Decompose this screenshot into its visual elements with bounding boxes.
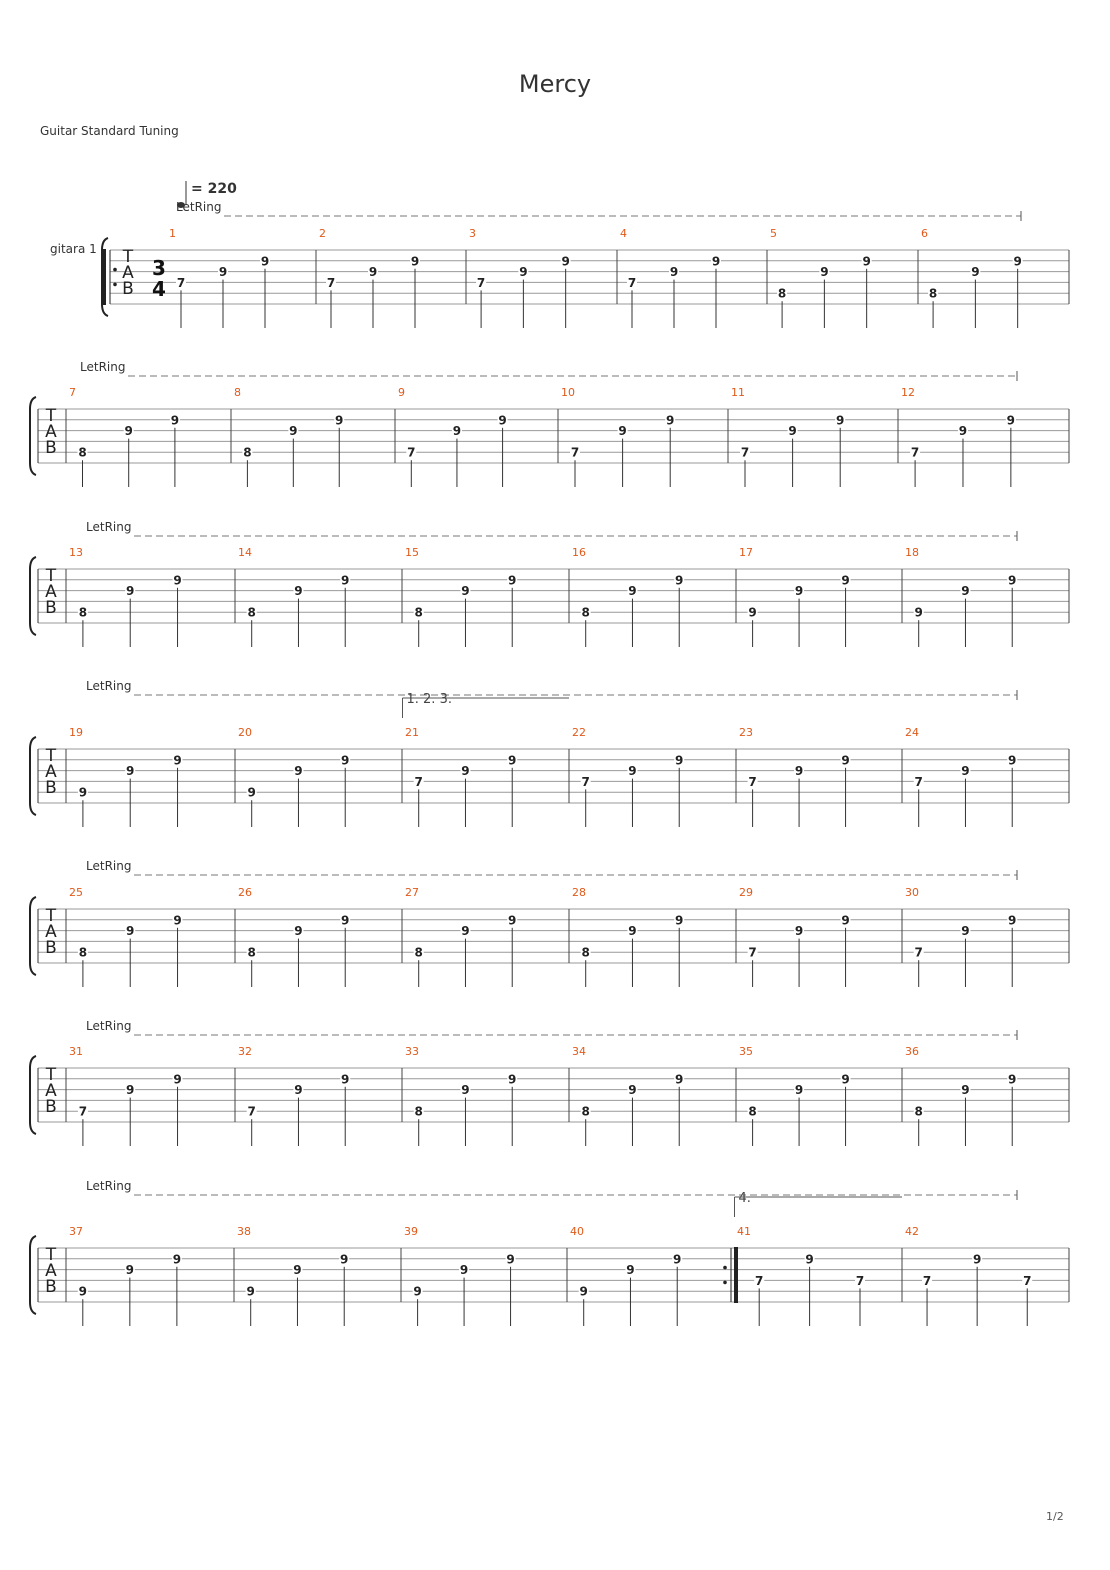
let-ring-label: LetRing <box>80 360 126 374</box>
measure-number: 27 <box>405 886 419 899</box>
fret-number: 9 <box>794 764 804 779</box>
let-ring-label: LetRing <box>176 200 222 214</box>
fret-number: 9 <box>972 1252 982 1267</box>
fret-number: 7 <box>627 275 637 290</box>
fret-number: 9 <box>626 1263 635 1278</box>
fret-number: 9 <box>748 605 757 620</box>
measure-number: 10 <box>561 386 575 399</box>
fret-number: 9 <box>126 924 135 939</box>
fret-number: 9 <box>618 424 627 439</box>
fret-number: 9 <box>675 573 684 588</box>
tab-clef-letter: T <box>45 566 57 586</box>
fret-number: 7 <box>407 445 416 460</box>
fret-number: 8 <box>914 1104 923 1119</box>
tab-clef-letter: B <box>45 1277 57 1297</box>
system-brace <box>30 897 36 975</box>
fret-number: 9 <box>410 254 420 269</box>
fret-number: 9 <box>628 1083 637 1098</box>
tab-clef-letter: T <box>45 746 57 766</box>
fret-number: 9 <box>289 424 298 439</box>
fret-number: 9 <box>675 1072 684 1087</box>
fret-number: 9 <box>125 1263 135 1278</box>
measure-number: 21 <box>405 726 419 739</box>
tuning-label: Guitar Standard Tuning <box>40 124 179 138</box>
measure-number: 2 <box>319 227 326 240</box>
fret-number: 9 <box>173 753 182 768</box>
fret-number: 8 <box>243 445 252 460</box>
fret-number: 9 <box>498 413 507 428</box>
repeat-dot <box>113 268 117 272</box>
fret-number: 7 <box>740 445 750 460</box>
fret-number: 9 <box>293 1263 302 1278</box>
fret-number: 7 <box>176 275 186 290</box>
fret-number: 7 <box>748 774 757 789</box>
fret-number: 9 <box>294 1083 303 1098</box>
tab-clef-letter: A <box>45 1261 57 1281</box>
volta-label: 1. 2. 3. <box>406 692 452 707</box>
fret-number: 8 <box>414 945 423 960</box>
fret-number: 7 <box>78 1104 88 1119</box>
fret-number: 8 <box>777 286 787 301</box>
fret-number: 9 <box>805 1252 814 1267</box>
measure-number: 23 <box>739 726 753 739</box>
fret-number: 9 <box>961 924 970 939</box>
tab-clef-letter: B <box>45 438 57 458</box>
fret-number: 7 <box>755 1273 764 1288</box>
fret-number: 7 <box>570 445 580 460</box>
fret-number: 8 <box>581 1104 590 1119</box>
measure-number: 29 <box>739 886 753 899</box>
tab-clef-letter: A <box>45 582 57 602</box>
measure-number: 35 <box>739 1045 753 1058</box>
measure-number: 19 <box>69 726 83 739</box>
tab-clef-letter: T <box>45 1065 57 1085</box>
measure-number: 36 <box>905 1045 919 1058</box>
measure-number: 22 <box>572 726 586 739</box>
fret-number: 9 <box>335 413 344 428</box>
tab-clef-letter: A <box>45 922 57 942</box>
measure-number: 17 <box>739 546 753 559</box>
fret-number: 8 <box>247 945 256 960</box>
fret-number: 9 <box>914 605 923 620</box>
measure-number: 1 <box>169 227 176 240</box>
let-ring-label: LetRing <box>86 679 132 693</box>
time-signature-bottom: 4 <box>152 277 166 301</box>
fret-number: 9 <box>508 573 517 588</box>
measure-number: 34 <box>572 1045 586 1058</box>
fret-number: 9 <box>341 1072 350 1087</box>
measure-number: 41 <box>737 1225 751 1238</box>
fret-number: 9 <box>669 265 679 280</box>
measure-number: 8 <box>234 386 241 399</box>
tab-clef-letter: A <box>45 1081 57 1101</box>
fret-number: 9 <box>561 254 570 269</box>
fret-number: 8 <box>414 605 423 620</box>
measure-number: 25 <box>69 886 83 899</box>
fret-number: 9 <box>461 584 470 599</box>
track-name: gitara 1 <box>50 242 97 256</box>
fret-number: 7 <box>581 774 590 789</box>
measure-number: 5 <box>770 227 777 240</box>
measure-number: 18 <box>905 546 919 559</box>
tab-clef-letter: A <box>122 263 134 283</box>
fret-number: 9 <box>218 265 228 280</box>
fret-number: 9 <box>971 265 980 280</box>
measure-number: 15 <box>405 546 419 559</box>
fret-number: 9 <box>461 764 470 779</box>
fret-number: 8 <box>78 445 87 460</box>
fret-number: 7 <box>326 275 336 290</box>
fret-number: 9 <box>260 254 270 269</box>
fret-number: 9 <box>961 764 970 779</box>
fret-number: 9 <box>126 1083 135 1098</box>
measure-number: 42 <box>905 1225 919 1238</box>
tab-clef-letter: A <box>45 762 57 782</box>
fret-number: 7 <box>748 945 757 960</box>
fret-number: 9 <box>841 573 850 588</box>
measure-number: 4 <box>620 227 627 240</box>
fret-number: 9 <box>836 413 845 428</box>
tab-clef-letter: T <box>45 406 57 426</box>
measure-number: 32 <box>238 1045 252 1058</box>
tab-clef-letter: T <box>45 906 57 926</box>
fret-number: 8 <box>414 1104 423 1119</box>
measure-number: 30 <box>905 886 919 899</box>
fret-number: 9 <box>794 584 804 599</box>
fret-number: 8 <box>78 605 88 620</box>
fret-number: 9 <box>294 764 303 779</box>
fret-number: 9 <box>841 753 850 768</box>
fret-number: 9 <box>294 924 303 939</box>
measure-number: 26 <box>238 886 252 899</box>
measure-number: 11 <box>731 386 745 399</box>
fret-number: 9 <box>1013 254 1022 269</box>
fret-number: 9 <box>413 1284 422 1299</box>
system-brace <box>30 397 36 475</box>
measure-number: 39 <box>404 1225 418 1238</box>
fret-number: 7 <box>476 275 486 290</box>
fret-number: 8 <box>78 945 88 960</box>
fret-number: 9 <box>675 913 684 928</box>
fret-number: 9 <box>961 1083 970 1098</box>
fret-number: 9 <box>124 424 133 439</box>
fret-number: 9 <box>341 753 350 768</box>
measure-number: 7 <box>69 386 76 399</box>
fret-number: 9 <box>126 584 135 599</box>
fret-number: 9 <box>711 254 721 269</box>
measure-number: 33 <box>405 1045 419 1058</box>
let-ring-label: LetRing <box>86 859 132 873</box>
fret-number: 9 <box>368 265 378 280</box>
fret-number: 9 <box>78 1284 87 1299</box>
fret-number: 9 <box>508 913 517 928</box>
measure-number: 40 <box>570 1225 584 1238</box>
tab-clef-letter: T <box>122 247 134 267</box>
fret-number: 9 <box>673 1252 682 1267</box>
fret-number: 9 <box>579 1284 588 1299</box>
fret-number: 9 <box>246 1284 255 1299</box>
measure-number: 20 <box>238 726 252 739</box>
fret-number: 8 <box>928 286 938 301</box>
fret-number: 9 <box>341 573 350 588</box>
fret-number: 9 <box>788 424 797 439</box>
fret-number: 9 <box>961 584 970 599</box>
measure-number: 28 <box>572 886 586 899</box>
fret-number: 9 <box>841 913 850 928</box>
fret-number: 9 <box>294 584 303 599</box>
fret-number: 7 <box>1023 1273 1032 1288</box>
fret-number: 9 <box>666 413 675 428</box>
fret-number: 9 <box>172 1252 182 1267</box>
system-brace <box>30 1056 36 1134</box>
fret-number: 9 <box>1008 573 1017 588</box>
fret-number: 9 <box>794 1083 804 1098</box>
repeat-dot <box>723 1266 727 1270</box>
fret-number: 9 <box>340 1252 349 1267</box>
tab-clef-letter: B <box>45 1097 57 1117</box>
fret-number: 9 <box>1008 753 1017 768</box>
fret-number: 8 <box>748 1104 757 1119</box>
fret-number: 7 <box>914 945 923 960</box>
repeat-dot <box>113 283 117 287</box>
fret-number: 9 <box>675 753 684 768</box>
fret-number: 9 <box>958 424 968 439</box>
let-ring-label: LetRing <box>86 520 132 534</box>
tab-clef-letter: A <box>45 422 57 442</box>
repeat-end-thick <box>734 1247 738 1303</box>
measure-number: 6 <box>921 227 928 240</box>
time-signature-top: 3 <box>152 256 166 280</box>
fret-number: 9 <box>341 913 350 928</box>
fret-number: 7 <box>914 774 923 789</box>
measure-number: 31 <box>69 1045 83 1058</box>
let-ring-label: LetRing <box>86 1019 132 1033</box>
measure-number: 16 <box>572 546 586 559</box>
system-brace <box>30 1236 36 1314</box>
fret-number: 9 <box>820 265 829 280</box>
fret-number: 8 <box>581 945 590 960</box>
tab-clef-letter: B <box>45 938 57 958</box>
fret-number: 7 <box>910 445 920 460</box>
fret-number: 9 <box>628 584 637 599</box>
fret-number: 9 <box>519 265 528 280</box>
fret-number: 9 <box>126 764 135 779</box>
measure-number: 3 <box>469 227 476 240</box>
fret-number: 9 <box>841 1072 850 1087</box>
fret-number: 7 <box>414 774 423 789</box>
measure-number: 13 <box>69 546 83 559</box>
measure-number: 12 <box>901 386 915 399</box>
fret-number: 9 <box>508 753 517 768</box>
repeat-dot <box>723 1281 727 1285</box>
fret-number: 9 <box>506 1252 515 1267</box>
fret-number: 9 <box>628 764 637 779</box>
fret-number: 9 <box>459 1263 469 1278</box>
fret-number: 8 <box>581 605 590 620</box>
fret-number: 9 <box>452 424 462 439</box>
tab-clef-letter: B <box>122 279 134 299</box>
repeat-start-thick <box>102 249 106 305</box>
measure-number: 9 <box>398 386 405 399</box>
tab-clef-letter: B <box>45 778 57 798</box>
volta-label: 4. <box>738 1191 751 1206</box>
system-brace <box>30 737 36 815</box>
fret-number: 9 <box>508 1072 517 1087</box>
fret-number: 9 <box>1008 1072 1017 1087</box>
fret-number: 9 <box>78 785 88 800</box>
score-title: Mercy <box>518 70 592 98</box>
fret-number: 7 <box>855 1273 865 1288</box>
fret-number: 7 <box>922 1273 932 1288</box>
fret-number: 9 <box>173 573 182 588</box>
fret-number: 9 <box>794 924 804 939</box>
measure-number: 37 <box>69 1225 83 1238</box>
fret-number: 9 <box>170 413 180 428</box>
let-ring-label: LetRing <box>86 1179 132 1193</box>
measure-number: 38 <box>237 1225 251 1238</box>
fret-number: 9 <box>1006 413 1016 428</box>
system-brace <box>30 557 36 635</box>
fret-number: 9 <box>173 1072 182 1087</box>
fret-number: 9 <box>628 924 637 939</box>
fret-number: 8 <box>247 605 256 620</box>
fret-number: 7 <box>247 1104 256 1119</box>
fret-number: 9 <box>461 924 470 939</box>
fret-number: 9 <box>862 254 871 269</box>
tempo-marking: = 220 <box>191 181 237 197</box>
fret-number: 9 <box>461 1083 470 1098</box>
fret-number: 9 <box>1008 913 1017 928</box>
tab-clef-letter: T <box>45 1245 57 1265</box>
fret-number: 9 <box>173 913 182 928</box>
tab-clef-letter: B <box>45 598 57 618</box>
measure-number: 24 <box>905 726 919 739</box>
measure-number: 14 <box>238 546 252 559</box>
page-number: 1/2 <box>1046 1510 1064 1523</box>
fret-number: 9 <box>247 785 256 800</box>
